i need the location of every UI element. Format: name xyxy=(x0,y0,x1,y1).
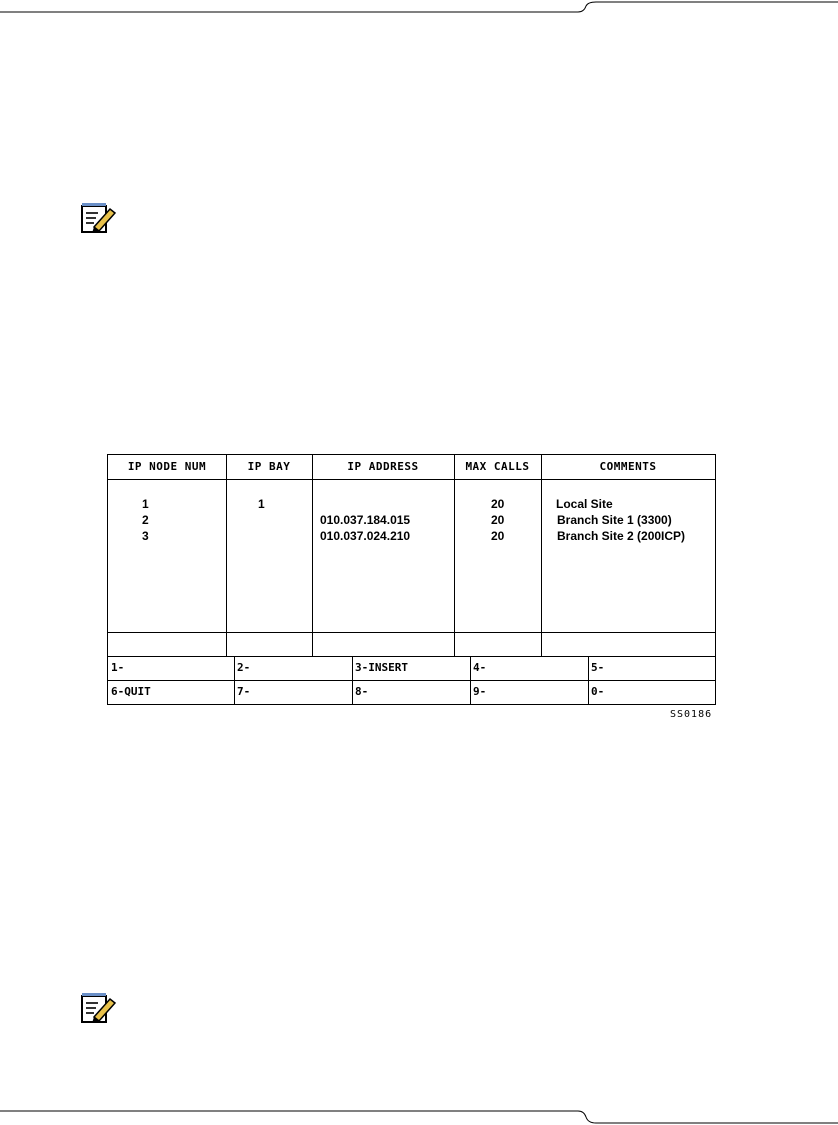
softkey-5[interactable]: 5- xyxy=(591,661,605,674)
softkey-4[interactable]: 4- xyxy=(473,661,487,674)
column-header-max-calls: MAX CALLS xyxy=(465,460,530,473)
column-divider xyxy=(312,455,313,656)
cell-node: 2 xyxy=(142,513,149,527)
column-divider xyxy=(454,455,455,656)
softkey-0[interactable]: 0- xyxy=(591,685,605,698)
cell-max-calls: 20 xyxy=(491,513,505,527)
softkey-7[interactable]: 7- xyxy=(237,685,251,698)
header-divider xyxy=(108,479,715,480)
cell-node: 3 xyxy=(142,529,149,543)
softkey-9[interactable]: 9- xyxy=(473,685,487,698)
column-header-comments: COMMENTS xyxy=(599,460,657,473)
cell-comment: Local Site xyxy=(556,497,613,511)
softkey-6-quit[interactable]: 6-QUIT xyxy=(111,685,151,698)
column-header-ip-bay: IP BAY xyxy=(247,460,291,473)
cell-comment: Branch Site 1 (3300) xyxy=(557,513,672,527)
cell-bay: 1 xyxy=(258,497,265,511)
softkey-8[interactable]: 8- xyxy=(355,685,369,698)
cell-max-calls: 20 xyxy=(491,497,505,511)
cell-comment: Branch Site 2 (200ICP) xyxy=(557,529,686,543)
softkey-3-insert[interactable]: 3-INSERT xyxy=(355,661,408,674)
input-line-divider xyxy=(108,632,715,633)
column-header-ip-node-num: IP NODE NUM xyxy=(127,460,207,473)
cell-max-calls: 20 xyxy=(491,529,505,543)
footer-rule xyxy=(0,1100,838,1125)
header-rule xyxy=(0,0,838,20)
cell-node: 1 xyxy=(142,497,149,511)
ip-routing-form xyxy=(107,454,716,705)
softkey-2[interactable]: 2- xyxy=(237,661,251,674)
note-pencil-icon xyxy=(80,200,118,234)
cell-address: 010.037.184.015 xyxy=(320,513,411,527)
column-divider xyxy=(541,455,542,656)
softkey-1[interactable]: 1- xyxy=(111,661,125,674)
cell-address: 010.037.024.210 xyxy=(320,529,411,543)
column-divider xyxy=(226,455,227,656)
figure-id: SS0186 xyxy=(670,709,713,720)
column-header-ip-address: IP ADDRESS xyxy=(347,460,419,473)
note-pencil-icon xyxy=(80,990,118,1024)
